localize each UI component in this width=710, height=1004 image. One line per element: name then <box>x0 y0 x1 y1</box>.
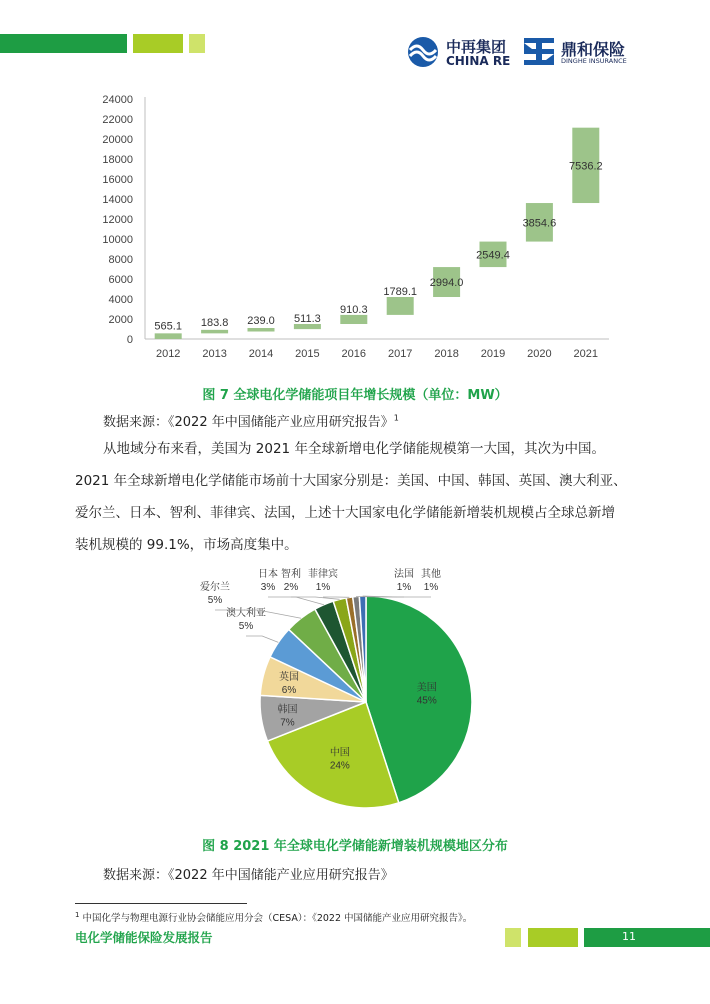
figure7-caption: 图 7 全球电化学储能项目年增长规模（单位：MW） <box>202 388 508 403</box>
bar <box>387 297 414 315</box>
pie-percent: 45% <box>416 695 437 707</box>
body-line-4: 装机规模的 99.1%，市场高度集中。 <box>75 537 298 553</box>
bar-value-label: 3854.6 <box>522 217 557 230</box>
pie-percent: 24% <box>329 760 350 772</box>
pie-percent: 6% <box>281 685 297 697</box>
x-tick-label: 2020 <box>527 348 552 360</box>
pie-label: 法国 <box>394 569 414 580</box>
header-bar-light <box>189 34 205 53</box>
body-line-1: 从地域分布来看，美国为 2021 年全球新增电化学储能规模第一大国，其次为中国。 <box>103 441 605 457</box>
x-tick-label: 2015 <box>295 348 320 360</box>
bar-value-label: 183.8 <box>200 316 229 329</box>
pie-percent: 1% <box>315 582 331 593</box>
pie-label: 其他 <box>421 569 441 580</box>
pie-label: 中国 <box>329 747 350 759</box>
bar <box>201 330 228 334</box>
footer-bar-lime <box>528 928 578 947</box>
dinghe-name-cn: 鼎和保险 <box>561 40 626 59</box>
pie-percent: 1% <box>423 582 439 593</box>
bar-value-label: 1789.1 <box>383 286 418 299</box>
x-tick-label: 2021 <box>573 348 599 360</box>
pie-label: 韩国 <box>277 704 298 716</box>
y-tick-label: 8000 <box>108 254 133 266</box>
x-tick-label: 2017 <box>387 348 413 360</box>
y-tick-label: 22000 <box>102 114 133 126</box>
china-re-name-en: CHINA RE <box>446 54 511 68</box>
pie-label: 爱尔兰 <box>200 582 230 593</box>
y-tick-label: 2000 <box>108 314 133 326</box>
footnote-mark: 1 <box>75 910 80 919</box>
dinghe-name-en: DINGHE INSURANCE <box>561 57 627 65</box>
y-tick-label: 0 <box>126 334 133 346</box>
dinghe-logo <box>522 36 556 68</box>
body-line-3: 爱尔兰、日本、智利、菲律宾、法国，上述十大国家电化学储能新增装机规模占全球总新增 <box>75 505 615 521</box>
china-re-logo <box>407 36 439 68</box>
region-pie-chart <box>170 560 550 820</box>
body-line-2: 2021 年全球新增电化学储能市场前十大国家分别是：美国、中国、韩国、英国、澳大利亚、 <box>75 473 627 489</box>
y-tick-label: 16000 <box>102 174 133 186</box>
bar-value-label: 7536.2 <box>568 160 603 173</box>
bar-value-label: 2549.4 <box>476 249 510 262</box>
pie-label: 日本 <box>258 569 278 580</box>
x-tick-label: 2014 <box>248 348 274 360</box>
y-tick-label: 14000 <box>102 194 133 206</box>
x-tick-label: 2012 <box>155 348 181 360</box>
pie-leader-line <box>246 636 278 642</box>
pie-percent: 5% <box>207 595 223 606</box>
pie-leader-line <box>268 597 324 605</box>
y-tick-label: 12000 <box>102 214 133 226</box>
bar <box>340 315 367 324</box>
footnote-divider <box>75 903 247 904</box>
footnote <box>75 910 472 924</box>
pie-percent: 7% <box>280 717 295 729</box>
x-tick-label: 2018 <box>434 348 459 360</box>
pie-label: 智利 <box>281 569 301 580</box>
bar-value-label: 2994.0 <box>429 277 464 290</box>
dinghe-emblem-icon <box>522 36 556 68</box>
pie-label: 英国 <box>278 672 299 684</box>
growth-waterfall-chart <box>60 85 620 365</box>
x-tick-label: 2013 <box>202 348 227 360</box>
pie-percent: 1% <box>396 582 412 593</box>
bar <box>248 328 275 332</box>
china-re-name-cn: 中再集团 <box>446 38 507 56</box>
pie-label: 美国 <box>416 682 437 694</box>
y-tick-label: 18000 <box>102 154 133 166</box>
y-tick-label: 6000 <box>108 274 133 286</box>
footer-title: 电化学储能保险发展报告 <box>75 930 213 945</box>
pie-label: 澳大利亚 <box>226 608 266 619</box>
figure8-caption: 图 8 2021 年全球电化学储能新增装机规模地区分布 <box>202 839 508 854</box>
y-tick-label: 4000 <box>108 294 133 306</box>
page-number: 11 <box>622 930 636 943</box>
y-tick-label: 20000 <box>102 134 133 146</box>
bar-value-label: 239.0 <box>247 315 275 328</box>
china-re-emblem-icon <box>407 36 439 68</box>
y-tick-label: 10000 <box>102 234 133 246</box>
footer-bar-light <box>505 928 521 947</box>
header-bar-lime <box>133 34 183 53</box>
footnote-reference: 1 <box>393 413 399 423</box>
y-tick-label: 24000 <box>102 94 133 106</box>
pie-label: 菲律宾 <box>308 569 338 580</box>
footnote-text: 中国化学与物理电源行业协会储能应用分会（CESA）：《2022 中国储能产业应用研究报告》。 <box>82 913 473 924</box>
bar-value-label: 565.1 <box>154 320 182 333</box>
bar-value-label: 511.3 <box>294 313 321 326</box>
x-tick-label: 2019 <box>480 348 506 360</box>
figure8-source: 数据来源：《2022 年中国储能产业应用研究报告》 <box>103 868 394 883</box>
figure7-source-text: 数据来源：《2022 年中国储能产业应用研究报告》 <box>103 415 394 430</box>
bar-value-label: 910.3 <box>340 303 368 316</box>
x-tick-label: 2016 <box>341 348 367 360</box>
bar <box>155 333 182 339</box>
pie-percent: 2% <box>283 582 299 593</box>
header-bar-green <box>0 34 127 53</box>
pie-percent: 5% <box>238 621 254 632</box>
pie-percent: 3% <box>260 582 276 593</box>
figure7-source <box>103 411 399 430</box>
